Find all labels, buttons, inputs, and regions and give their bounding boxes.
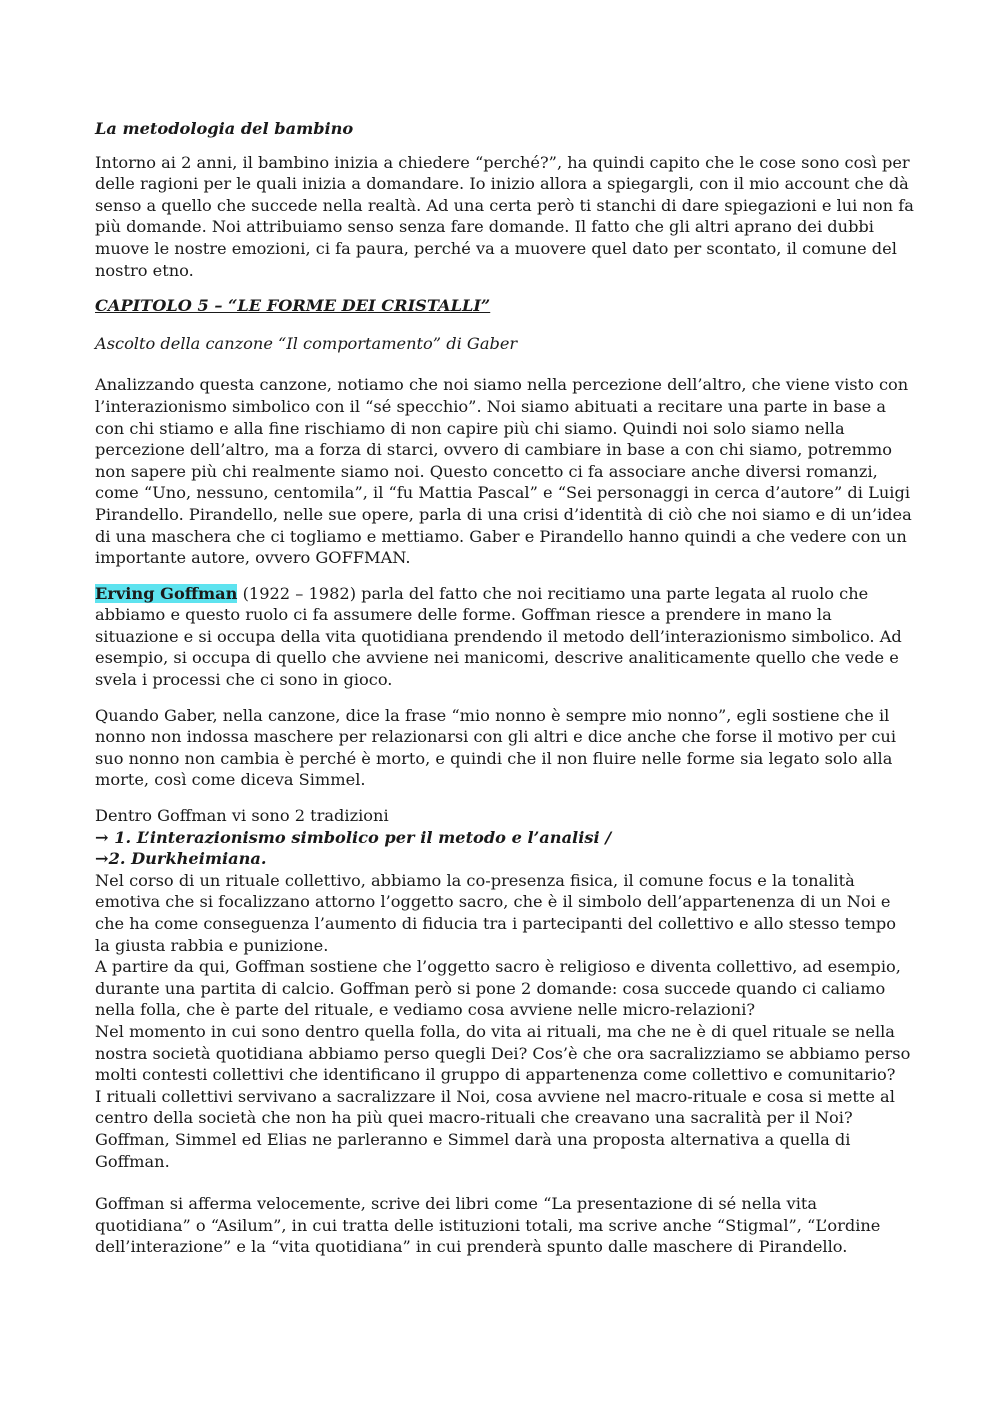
paragraph-libri: Goffman si afferma velocemente, scrive dei libri come “La presentazione di sé nella vita quotidiana” o “Asilum”, in cui tratta delle istituzioni totali, ma scrive anche “Stigmal”, “L’ordine dell’interazione” e la “vita quotidiana” in cui prenderà spunto dalle maschere di Pirandello. <box>95 1194 881 1257</box>
paragraph-folla: Nel momento in cui sono dentro quella folla, do vita ai rituali, ma che ne è di quel rituale se nella nostra società quotidiana abbiamo perso quegli Dei? Cos’è che ora sacralizziamo se abbiamo perso molti contesti collettivi che identificano il gruppo di appartenenza come collettivo e comunitario? <box>95 1021 911 1085</box>
document-page <box>95 118 915 1258</box>
paragraph-analisi: Analizzando questa canzone, notiamo che noi siamo nella percezione dell’altro, che viene visto con l’interazionismo simbolico con il “sé specchio”. Noi siamo abituati a recitare una parte in base a con chi stiamo e alla fine rischiamo di non capire più chi siamo. Quindi noi solo siamo nella percezione dell’altro, ma a forza di starci, ovvero di cambiare in base a con chi siamo, potremmo non sapere più chi realmente siamo noi. Questo concetto ci fa associare anche diversi romanzi, come “Uno, nessuno, centomila”, il “fu Mattia Pascal” e “Sei personaggi in cerca d’autore” di Luigi Pirandello. Pirandello, nelle sue opere, parla di una crisi d’identità di ciò che noi siamo e di un’idea di una maschera che ci togliamo e mettiamo. Gaber e Pirandello hanno quindi a che vedere con un importante autore, ovvero GOFFMAN. <box>95 375 912 568</box>
tradition-2-text: 2. Durkheimiana. <box>108 849 267 869</box>
section-title: La metodologia del bambino <box>95 119 354 138</box>
song-subtitle: Ascolto della canzone “Il comportamento” di Gaber <box>95 333 518 353</box>
tradition-1-text: 1. L’interazionismo simbolico per il metodo e l’analisi / <box>114 827 612 847</box>
chapter-heading: CAPITOLO 5 – “LE FORME DEI CRISTALLI” <box>95 296 491 316</box>
paragraph-simmel-elias: Goffman, Simmel ed Elias ne parleranno e Simmel darà una proposta alternativa a quella di Goffman. <box>95 1129 851 1171</box>
paragraph-goffman <box>95 583 915 691</box>
tradition-2 <box>95 848 915 870</box>
arrow-icon: → <box>95 827 109 847</box>
paragraph-oggetto-sacro: A partire da qui, Goffman sostiene che l’oggetto sacro è religioso e diventa collettivo, ad esempio, durante una partita di calcio. Goffman però si pone 2 domande: cosa succede quando ci caliamo nella folla, che è parte del rituale, e vediamo cosa avviene nelle micro-relazioni? <box>95 957 901 1020</box>
paragraph-rituali-collettivi: I rituali collettivi servivano a sacralizzare il Noi, cosa avviene nel macro-rituale e cosa si mette al centro della società che non ha più quei macro-rituali che creavano una sacralità per il Noi? <box>95 1086 895 1128</box>
traditions-intro: Dentro Goffman vi sono 2 tradizioni <box>95 806 389 826</box>
paragraph-rituale: Nel corso di un rituale collettivo, abbiamo la co-presenza fisica, il comune focus e la tonalità emotiva che si focalizzano attorno l’oggetto sacro, che è il simbolo dell’appartenenza di un Noi e che ha come conseguenza l’aumento di fiducia tra i partecipanti del collettivo e allo stesso tempo la giusta rabbia e punizione. <box>95 870 897 955</box>
spacer <box>95 1172 915 1193</box>
highlighted-name: Erving Goffman <box>95 583 238 603</box>
paragraph-bambino: Intorno ai 2 anni, il bambino inizia a chiedere “perché?”, ha quindi capito che le cose sono così per delle ragioni per le quali inizia a domandare. Io inizio allora a spiegargli, con il mio account che dà senso a quello che succede nella realtà. Ad una certa però ti stanchi di dare spiegazioni e lui non fa più domande. Noi attribuiamo senso senza fare domande. Il fatto che gli altri aprano dei dubbi muove le nostre emozioni, ci fa paura, perché va a muovere quel dato per scontato, il comune del nostro etno. <box>95 152 914 280</box>
tradition-1 <box>95 827 915 849</box>
paragraph-goffman-text: (1922 – 1982) parla del fatto che noi recitiamo una parte legata al ruolo che abbiamo e questo ruolo ci fa assumere delle forme. Goffman riesce a prendere in mano la situazione e si occupa della vita quotidiana prendendo il metodo dell’interazionismo simbolico. Ad esempio, si occupa di quello che avviene nei manicomi, descrive analiticamente quello che vede e svela i processi che ci sono in gioco. <box>95 583 902 690</box>
arrow-icon: → <box>95 849 109 869</box>
paragraph-nonno: Quando Gaber, nella canzone, dice la frase “mio nonno è sempre mio nonno”, egli sostiene che il nonno non indossa maschere per relazionarsi con gli altri e dice anche che forse il motivo per cui suo nonno non cambia è perché è morto, e quindi che il non fluire nelle forme sia legato solo alla morte, così come diceva Simmel. <box>95 705 897 790</box>
